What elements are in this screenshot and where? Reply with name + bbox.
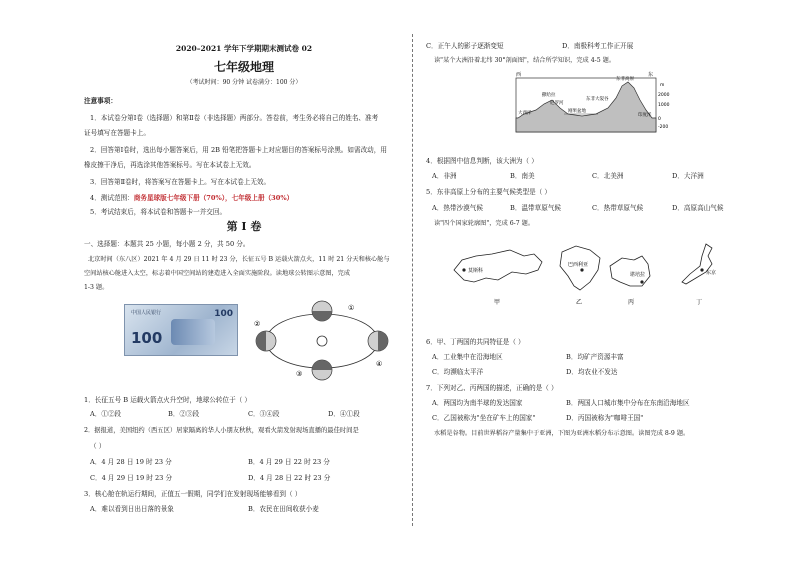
q7: 7．下列对乙、丙两国的描述，正确的是（ ） <box>426 384 558 392</box>
label-yi: 乙 <box>576 299 583 306</box>
commemorative-banknote <box>124 304 238 356</box>
label-tokyo: 东京 <box>706 270 717 276</box>
earth-left <box>256 331 276 351</box>
map-australia <box>610 256 650 306</box>
profile-tick-1000: 1000 <box>658 103 670 108</box>
label-moscow: 莫斯科 <box>468 268 484 274</box>
passage-1a: 北京时间（东八区）2021 年 4 月 29 日 11 时 23 分，长征五号 B 运载火箭点火，11 时 21 分天和核心舱与 <box>88 256 390 263</box>
q4: 4．根据图中信息判断，该大洲为（ ） <box>426 157 538 165</box>
earth-top <box>312 301 332 321</box>
q4-option-d: D．大洋洲 <box>672 172 704 180</box>
profile-label-a: 撒哈拉 <box>542 93 556 98</box>
map-brazil <box>560 246 600 306</box>
q4-option-a: A．非洲 <box>432 172 457 180</box>
q6-option-c: C．均濒临太平洋 <box>432 368 484 376</box>
orbit-label-3: ④ <box>376 360 383 368</box>
passage-1c: 1-3 题。 <box>84 284 109 291</box>
q1-option-a: A．①②段 <box>90 410 122 418</box>
notices-heading: 注意事项： <box>84 97 117 105</box>
label-bing: 丙 <box>628 299 635 306</box>
notice-5: 5．考试结束后，将本试卷和答题卡一并交回。 <box>90 208 227 216</box>
profile-label-b: 尼罗河 <box>550 101 564 106</box>
sun <box>317 336 327 346</box>
q5: 5．东非高原上分布的主要气候类型是（ ） <box>426 188 551 196</box>
notice-2b: 橡皮擦干净后，再选涂其他答案标号。写在本试卷上无效。 <box>84 161 256 169</box>
banknote-value: 100 <box>131 329 163 347</box>
test-range: 商务星球版七年级下册（70%），七年级上册（30%） <box>133 194 294 202</box>
notice-4 <box>90 194 293 202</box>
passage-2: 读"某个大洲沿着北纬 30°剖面图"，结合所学知识，完成 4-5 题。 <box>434 57 616 64</box>
map-japan <box>682 244 716 306</box>
label-canberra: 堪培拉 <box>630 272 646 278</box>
label-jia: 甲 <box>494 299 501 306</box>
q7-option-c: C．乙国被称为"坐在矿车上的国家" <box>432 414 536 422</box>
q3: 3．核心舱在轨运行期间，正值五一假期，同学们在发射现场能够看到（ ） <box>84 490 302 498</box>
q1: 1．长征五号 B 运载火箭点火升空时，地球公转位于（ ） <box>84 396 251 404</box>
passage-4: 水稻是谷物。目前世界稻谷产量集中于亚洲，下图为亚洲水稻分布示意图。读图完成 8-9 题。 <box>434 430 690 437</box>
q3-option-b: B．农民在田间收获小麦 <box>248 505 319 513</box>
q7-option-a: A．两国均为南半球的发达国家 <box>432 399 523 407</box>
orbit-label-1: ② <box>254 320 261 328</box>
q2-option-c: C．4 月 29 日 19 时 23 分 <box>90 474 173 482</box>
q6: 6．甲、丁两国的共同特征是（ ） <box>426 338 525 346</box>
q2-option-a: A．4 月 28 日 19 时 23 分 <box>90 458 172 466</box>
q7-option-b: B．两国人口城市集中分布在东南沿海地区 <box>566 399 690 407</box>
orbit-label-2: ① <box>348 304 355 312</box>
notice-1a: 1．本试卷分第Ⅰ卷（选择题）和第Ⅱ卷（非选择题）两部分。答卷前，考生务必将自己的姓名、准考 <box>90 114 379 122</box>
q3-option-d: D．南极科考工作正开展 <box>562 42 634 50</box>
label-brasilia: 巴西利亚 <box>568 262 589 268</box>
q4-option-b: B．南美 <box>510 172 535 180</box>
profile-unit: m <box>660 83 665 88</box>
label-ding: 丁 <box>696 299 703 306</box>
profile-tick-minus200: -200 <box>658 125 669 130</box>
profile-east: 东 <box>648 72 654 78</box>
subject-title: 七年级地理 <box>213 60 274 74</box>
part1-title: 第 Ⅰ 卷 <box>226 220 262 233</box>
profile-label-d: 东非大裂谷 <box>586 97 609 102</box>
earth-bottom <box>312 360 332 380</box>
earth-right <box>368 331 388 351</box>
banknote-value-corner: 100 <box>214 309 233 319</box>
exam-title: 2020–2021 学年下学期期末测试卷 02 <box>175 44 313 53</box>
q2-line-b: （ ） <box>90 442 106 450</box>
africa-profile-diagram <box>508 70 688 136</box>
canberra-dot <box>640 280 643 283</box>
q6-option-b: B．均矿产资源丰富 <box>566 353 624 361</box>
q6-option-a: A．工业集中在沿海地区 <box>432 353 503 361</box>
exam-info: （考试时间：90 分钟 试卷满分：100 分） <box>186 79 302 86</box>
terrain-profile <box>516 82 656 132</box>
brasilia-dot <box>580 268 583 271</box>
profile-ocean-right: 印度洋 <box>638 113 652 118</box>
passage-1b: 空间站核心舱进入太空，标志着中国空间站的建造进入全面实施阶段。读地球公转图示意图，完成 <box>84 270 351 277</box>
earth-orbit-diagram <box>252 296 392 382</box>
map-russia <box>454 250 542 306</box>
q1-option-b: B．②③段 <box>168 410 200 418</box>
spacecraft-image <box>171 319 215 345</box>
profile-tick-2000: 2000 <box>658 93 670 98</box>
moscow-dot <box>462 268 465 271</box>
q6-option-d: D．均农业不发达 <box>566 368 618 376</box>
q1-option-d: D．④①段 <box>328 410 360 418</box>
profile-label-c: 刚果盆地 <box>568 109 586 114</box>
q5-option-c: C．热带草原气候 <box>592 204 644 212</box>
q2-option-b: B．4 月 29 日 22 时 23 分 <box>248 458 330 466</box>
column-divider <box>412 34 413 526</box>
notice-4-prefix: 4．测试范围： <box>90 194 134 202</box>
country-outline-maps <box>450 236 740 310</box>
q5-option-b: B．温带草原气候 <box>510 204 562 212</box>
q3-option-a: A．难以看到日出日落的景象 <box>90 505 174 513</box>
part1-instruction: 一、选择题：本题共 25 小题，每小题 2 分，共 50 分。 <box>84 240 250 248</box>
banknote-text: 中国人民银行 <box>131 310 162 316</box>
passage-3: 读"四个国家轮廓图"，完成 6-7 题。 <box>434 220 535 227</box>
q2-option-d: D．4 月 28 日 22 时 23 分 <box>248 474 331 482</box>
profile-tick-0: 0 <box>658 117 661 122</box>
q3-option-c: C．正午人的影子逐渐变短 <box>426 42 504 50</box>
q4-option-c: C．北美洲 <box>592 172 624 180</box>
notice-2a: 2．回答第Ⅰ卷时，选出每小题答案后，用 2B 铅笔把答题卡上对应题目的答案标号涂黑。如需改动，用 <box>90 146 387 154</box>
q7-option-d: D．丙国被称为"咖啡王国" <box>566 414 644 422</box>
notice-1b: 证号填写在答题卡上。 <box>84 129 150 137</box>
q2-line-a: 2．据报道，美国纽约（西五区）居家隔离的华人小朋友秋秋，观看火箭发射现场直播的最佳时间是 <box>84 427 359 434</box>
q1-option-c: C．③④段 <box>248 410 280 418</box>
orbit-label-4: ③ <box>296 370 303 378</box>
profile-label-e: 东非高原 <box>616 77 634 82</box>
q5-option-d: D．高原高山气候 <box>672 204 724 212</box>
notice-3: 3．回答第Ⅱ卷时，将答案写在答题卡上。写在本试卷上无效。 <box>90 178 271 186</box>
profile-west: 西 <box>516 72 522 78</box>
q5-option-a: A．热带沙漠气候 <box>432 204 483 212</box>
tokyo-dot <box>700 268 703 271</box>
profile-ocean-left: 大西洋 <box>518 111 532 116</box>
